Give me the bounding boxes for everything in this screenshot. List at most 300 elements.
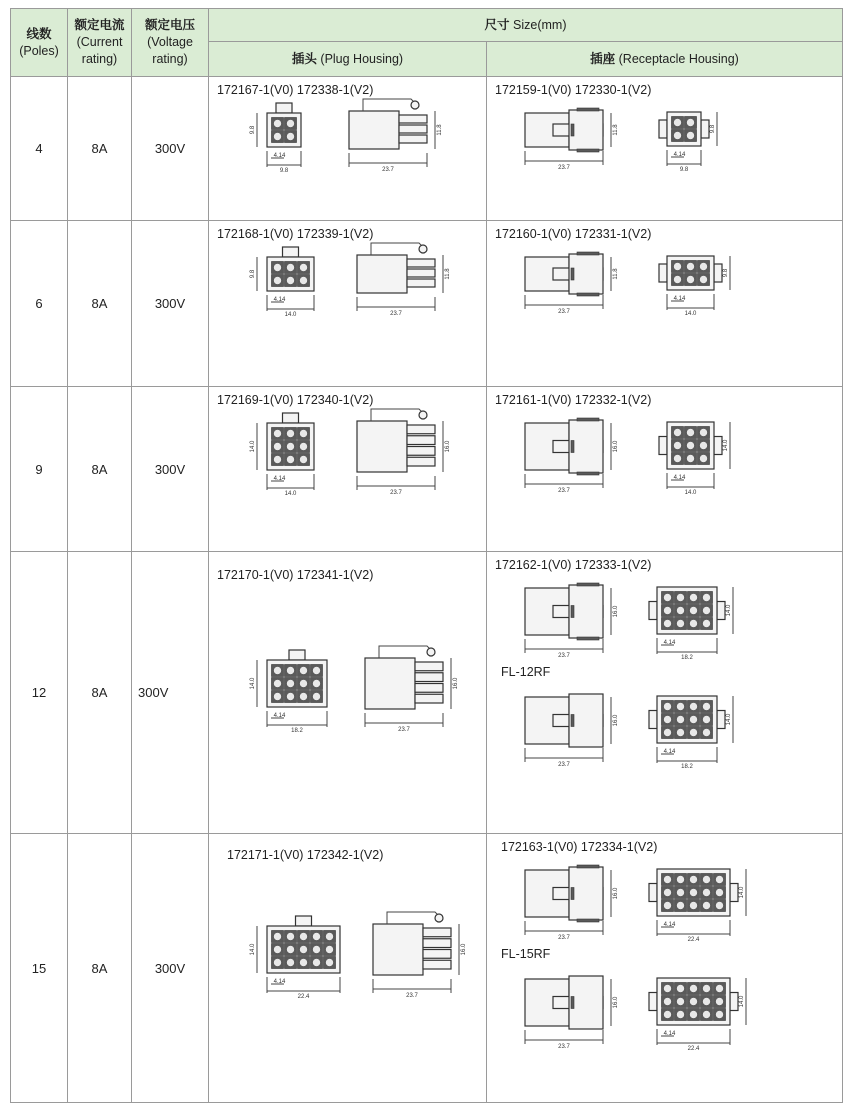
connector-drawing xyxy=(209,241,487,319)
poles-header-cn: 线数 xyxy=(26,26,52,41)
plug-drawing xyxy=(209,910,486,1001)
side-rail xyxy=(649,993,657,1011)
plug-part-numbers: 172171-1(V0) 172342-1(V2) xyxy=(227,848,384,862)
pitch-dim-label: 4.14 xyxy=(663,749,676,755)
height-dim-label: 14.0 xyxy=(723,439,729,452)
pitch-dim-label: 4.14 xyxy=(663,1031,676,1037)
contact-hole xyxy=(674,276,682,284)
front-view xyxy=(649,978,746,1052)
contact-hole xyxy=(674,455,682,463)
height-dim-label: 14.0 xyxy=(250,440,256,453)
contact-hole xyxy=(300,667,308,675)
side-rail xyxy=(659,264,667,282)
latch-slot xyxy=(571,888,574,900)
contact-hole xyxy=(287,430,295,438)
contact-hole xyxy=(300,959,308,967)
receptacle-cell xyxy=(487,552,843,834)
latch-tab xyxy=(296,916,312,926)
contact-hole xyxy=(300,456,308,464)
contact-hole xyxy=(664,876,672,884)
side-rail xyxy=(701,120,709,138)
pitch-dim-label: 4.14 xyxy=(663,922,676,928)
contact-hole xyxy=(274,933,282,941)
contact-hole xyxy=(677,716,685,724)
contact-hole xyxy=(664,998,672,1006)
current-cell: 8A xyxy=(68,552,132,834)
side-height-dim-label: 11.8 xyxy=(437,124,443,136)
contact-hole xyxy=(287,667,295,675)
length-dim-label: 23.7 xyxy=(558,762,570,768)
contact-hole xyxy=(677,998,685,1006)
length-dim-label: 23.7 xyxy=(558,653,570,659)
contact-hole xyxy=(716,998,724,1006)
contact-hole xyxy=(274,430,282,438)
receptacle-variant-label: FL-12RF xyxy=(501,665,551,679)
side-rail xyxy=(649,711,657,729)
length-dim-label: 23.7 xyxy=(406,993,418,999)
plug-part-numbers: 172168-1(V0) 172339-1(V2) xyxy=(217,227,374,241)
latch-tab xyxy=(283,247,299,257)
contact-hole xyxy=(690,716,698,724)
plug-drawing xyxy=(209,97,486,175)
width-dim-label: 22.4 xyxy=(297,994,310,1000)
length-dim-label: 23.7 xyxy=(382,167,394,173)
contact-hole xyxy=(300,443,308,451)
pitch-dim-label: 4.14 xyxy=(273,476,286,482)
receptacle-header-cn: 插座 xyxy=(590,51,616,66)
width-dim-label: 14.0 xyxy=(284,312,297,318)
flange-bottom xyxy=(577,472,599,475)
pin-tail xyxy=(423,960,451,969)
front-view xyxy=(250,413,314,497)
connector-drawing xyxy=(487,572,843,663)
contact-hole xyxy=(687,263,695,271)
voltage-cell: 300V xyxy=(132,221,209,387)
length-dim-label: 23.7 xyxy=(390,490,402,496)
side-rail xyxy=(649,884,657,902)
flange-top xyxy=(577,418,599,421)
poles-header xyxy=(11,9,68,77)
pin-tail xyxy=(423,928,451,937)
contact-hole xyxy=(664,716,672,724)
contact-hole xyxy=(300,946,308,954)
receptacle-part-numbers: 172160-1(V0) 172331-1(V2) xyxy=(495,227,652,241)
connector-drawing xyxy=(209,97,487,175)
plug-part-numbers: 172169-1(V0) 172340-1(V2) xyxy=(217,393,374,407)
pitch-dim-label: 4.14 xyxy=(673,475,686,481)
side-height-dim-label: 16.0 xyxy=(453,677,459,690)
contact-hole xyxy=(287,443,295,451)
receptacle-drawing xyxy=(487,241,842,319)
contact-hole xyxy=(674,442,682,450)
contact-hole xyxy=(274,693,282,701)
side-rail xyxy=(649,602,657,620)
plug-drawing xyxy=(209,644,486,735)
connector-drawing xyxy=(209,407,487,498)
contact-hole xyxy=(287,693,295,701)
side-view xyxy=(357,243,451,317)
side-height-dim-label: 16.0 xyxy=(461,943,467,956)
latch-slot xyxy=(571,997,574,1009)
contact-hole xyxy=(664,607,672,615)
side-rail xyxy=(714,437,722,455)
height-dim-label: 14.0 xyxy=(726,604,732,617)
plug-drawing xyxy=(209,241,486,319)
contact-hole xyxy=(677,985,685,993)
pin-tail xyxy=(399,135,427,143)
pin-tail xyxy=(407,436,435,445)
contact-hole xyxy=(300,693,308,701)
receptacle-cell xyxy=(487,221,843,387)
contact-hole xyxy=(664,594,672,602)
plug-drawing xyxy=(209,407,486,498)
width-dim-label: 14.0 xyxy=(284,491,297,497)
voltage-header-en1: (Voltage xyxy=(147,35,193,49)
size-header-en: Size(mm) xyxy=(513,17,567,32)
contact-hole xyxy=(687,132,695,140)
contact-hole xyxy=(287,264,295,272)
table-row xyxy=(11,221,843,387)
latch-slot xyxy=(571,124,574,136)
plug-header-cn: 插头 xyxy=(291,51,317,66)
latch-slot xyxy=(571,606,574,618)
contact-hole xyxy=(690,876,698,884)
contact-hole xyxy=(687,276,695,284)
contact-hole xyxy=(274,120,282,128)
contact-hole xyxy=(703,998,711,1006)
poles-cell: 15 xyxy=(11,834,68,1103)
plug-body xyxy=(349,111,399,149)
side-rail xyxy=(714,264,722,282)
latch-slot xyxy=(571,441,574,453)
contact-hole xyxy=(690,985,698,993)
side-view xyxy=(365,646,459,733)
contact-hole xyxy=(664,985,672,993)
front-view xyxy=(659,256,730,317)
side-height-dim-label: 11.8 xyxy=(445,268,451,280)
contact-hole xyxy=(274,264,282,272)
side-view xyxy=(525,583,619,659)
width-dim-label: 18.2 xyxy=(681,655,693,661)
contact-hole xyxy=(313,946,321,954)
receptacle-part-numbers: 172159-1(V0) 172330-1(V2) xyxy=(495,83,652,97)
side-height-dim-label: 11.8 xyxy=(613,268,619,280)
contact-hole xyxy=(690,620,698,628)
contact-hole xyxy=(274,959,282,967)
receptacle-header xyxy=(487,42,843,77)
table-row xyxy=(11,552,843,834)
latch-tab xyxy=(276,103,292,113)
side-view xyxy=(357,409,451,496)
height-dim-label: 9.8 xyxy=(723,268,729,278)
flange-bottom xyxy=(577,149,599,152)
contact-hole xyxy=(716,876,724,884)
contact-hole xyxy=(677,594,685,602)
current-header-en1: (Current xyxy=(76,35,123,49)
contact-hole xyxy=(716,985,724,993)
length-dim-label: 23.7 xyxy=(558,165,570,171)
contact-hole xyxy=(274,133,282,141)
connector-spec-table xyxy=(10,8,843,1103)
pin-tail xyxy=(407,269,435,277)
receptacle-variant-drawing xyxy=(487,963,842,1054)
side-height-dim-label: 16.0 xyxy=(613,440,619,453)
connector-drawing xyxy=(487,241,843,319)
contact-hole xyxy=(690,703,698,711)
width-dim-label: 18.2 xyxy=(291,728,303,734)
height-dim-label: 14.0 xyxy=(739,886,745,899)
plug-body xyxy=(365,658,415,709)
contact-hole xyxy=(703,729,711,737)
voltage-cell: 300V xyxy=(132,552,209,834)
pitch-dim-label: 4.14 xyxy=(273,713,286,719)
width-dim-label: 9.8 xyxy=(279,168,289,174)
table-row xyxy=(11,834,843,1103)
contact-hole xyxy=(703,876,711,884)
contact-hole xyxy=(287,120,295,128)
flange-top xyxy=(577,583,599,586)
contact-hole xyxy=(287,680,295,688)
contact-hole xyxy=(677,620,685,628)
flange-bottom xyxy=(577,637,599,640)
contact-hole xyxy=(677,889,685,897)
receptacle-cell xyxy=(487,387,843,552)
pin-tail xyxy=(415,673,443,682)
contact-hole xyxy=(274,667,282,675)
current-cell: 8A xyxy=(68,77,132,221)
side-height-dim-label: 16.0 xyxy=(613,996,619,1009)
contact-hole xyxy=(700,276,708,284)
contact-hole xyxy=(677,1011,685,1019)
height-dim-label: 9.8 xyxy=(710,124,716,134)
side-view xyxy=(525,418,619,494)
plug-cell xyxy=(209,552,487,834)
size-header xyxy=(209,9,843,42)
flange-top xyxy=(577,865,599,868)
size-header-cn: 尺寸 xyxy=(484,17,510,32)
plug-header-en: (Plug Housing) xyxy=(320,51,404,66)
side-rail xyxy=(730,993,738,1011)
latch-tab xyxy=(289,650,305,660)
front-view xyxy=(659,422,730,496)
plug-cell xyxy=(209,387,487,552)
voltage-header-en2: rating) xyxy=(152,52,188,66)
contact-hole xyxy=(313,667,321,675)
contact-hole xyxy=(664,902,672,910)
receptacle-drawing xyxy=(487,407,842,498)
contact-hole xyxy=(690,998,698,1006)
contact-hole xyxy=(300,277,308,285)
front-view xyxy=(250,916,340,1000)
contact-hole xyxy=(687,442,695,450)
width-dim-label: 22.4 xyxy=(687,1046,700,1052)
current-cell: 8A xyxy=(68,834,132,1103)
pitch-dim-label: 4.14 xyxy=(663,640,676,646)
contact-hole xyxy=(674,429,682,437)
contact-hole xyxy=(274,946,282,954)
contact-hole xyxy=(313,933,321,941)
front-view xyxy=(649,587,733,661)
width-dim-label: 22.4 xyxy=(687,937,700,943)
side-height-dim-label: 16.0 xyxy=(613,887,619,900)
height-dim-label: 14.0 xyxy=(250,677,256,690)
width-dim-label: 18.2 xyxy=(681,764,693,770)
front-view xyxy=(649,696,733,770)
contact-hole xyxy=(274,443,282,451)
pin-tail xyxy=(407,279,435,287)
flange-bottom xyxy=(577,293,599,296)
latch-slot xyxy=(571,268,574,280)
contact-hole xyxy=(700,442,708,450)
current-cell: 8A xyxy=(68,387,132,552)
contact-hole xyxy=(674,119,682,127)
contact-hole xyxy=(313,693,321,701)
pin-tail xyxy=(407,259,435,267)
side-view xyxy=(525,976,619,1050)
contact-hole xyxy=(274,456,282,464)
length-dim-label: 23.7 xyxy=(398,727,410,733)
poles-cell: 6 xyxy=(11,221,68,387)
table-row xyxy=(11,77,843,221)
length-dim-label: 23.7 xyxy=(390,311,402,317)
pin-tail xyxy=(423,950,451,959)
front-view xyxy=(250,103,301,174)
contact-hole xyxy=(703,889,711,897)
contact-hole xyxy=(703,594,711,602)
poles-cell: 4 xyxy=(11,77,68,221)
front-view xyxy=(250,247,314,318)
receptacle-drawing xyxy=(487,854,842,945)
latch-hook xyxy=(419,245,427,253)
height-dim-label: 14.0 xyxy=(250,943,256,956)
height-dim-label: 14.0 xyxy=(739,995,745,1008)
plug-body xyxy=(357,255,407,293)
contact-hole xyxy=(326,946,334,954)
contact-hole xyxy=(677,876,685,884)
plug-cell xyxy=(209,221,487,387)
front-view xyxy=(250,650,327,734)
pin-tail xyxy=(415,694,443,703)
contact-hole xyxy=(664,703,672,711)
side-view xyxy=(525,108,619,171)
pin-tail xyxy=(399,115,427,123)
contact-hole xyxy=(674,132,682,140)
height-dim-label: 9.8 xyxy=(250,269,256,279)
connector-drawing xyxy=(487,681,843,772)
side-view xyxy=(525,252,619,315)
contact-hole xyxy=(313,959,321,967)
side-rail xyxy=(659,120,667,138)
receptacle-header-en: (Receptacle Housing) xyxy=(618,51,739,66)
voltage-header-cn: 额定电压 xyxy=(144,18,195,32)
current-header-cn: 额定电流 xyxy=(74,18,125,32)
contact-hole xyxy=(274,277,282,285)
connector-drawing xyxy=(209,910,487,1001)
length-dim-label: 23.7 xyxy=(558,1044,570,1050)
flange-top xyxy=(577,252,599,255)
contact-hole xyxy=(690,902,698,910)
pitch-dim-label: 4.14 xyxy=(673,152,686,158)
contact-hole xyxy=(700,429,708,437)
side-height-dim-label: 16.0 xyxy=(613,714,619,727)
contact-hole xyxy=(703,703,711,711)
contact-hole xyxy=(703,1011,711,1019)
contact-hole xyxy=(677,607,685,615)
plug-cell xyxy=(209,834,487,1103)
contact-hole xyxy=(687,455,695,463)
plug-header xyxy=(209,42,487,77)
receptacle-cell xyxy=(487,834,843,1103)
contact-hole xyxy=(300,430,308,438)
plug-body xyxy=(373,924,423,975)
current-header-en2: rating) xyxy=(81,52,118,66)
contact-hole xyxy=(677,703,685,711)
contact-hole xyxy=(687,429,695,437)
pin-tail xyxy=(415,662,443,671)
length-dim-label: 23.7 xyxy=(558,488,570,494)
contact-hole xyxy=(690,607,698,615)
contact-hole xyxy=(716,1011,724,1019)
contact-hole xyxy=(287,933,295,941)
contact-hole xyxy=(287,277,295,285)
latch-tab xyxy=(283,413,299,423)
table-row xyxy=(11,387,843,552)
poles-cell: 12 xyxy=(11,552,68,834)
pin-tail xyxy=(423,939,451,948)
connector-drawing xyxy=(487,854,843,945)
side-height-dim-label: 11.8 xyxy=(613,124,619,136)
side-rail xyxy=(717,602,725,620)
contact-hole xyxy=(300,264,308,272)
contact-hole xyxy=(716,902,724,910)
poles-cell: 9 xyxy=(11,387,68,552)
current-cell: 8A xyxy=(68,221,132,387)
receptacle-part-numbers: 172161-1(V0) 172332-1(V2) xyxy=(495,393,652,407)
contact-hole xyxy=(716,889,724,897)
width-dim-label: 9.8 xyxy=(679,167,689,173)
contact-hole xyxy=(690,729,698,737)
side-height-dim-label: 16.0 xyxy=(445,440,451,453)
side-view xyxy=(349,99,443,173)
flange-bottom xyxy=(577,919,599,922)
side-view xyxy=(525,694,619,768)
poles-header-en: (Poles) xyxy=(19,43,59,58)
contact-hole xyxy=(703,607,711,615)
contact-hole xyxy=(300,933,308,941)
contact-hole xyxy=(664,729,672,737)
contact-hole xyxy=(287,456,295,464)
contact-hole xyxy=(703,716,711,724)
contact-hole xyxy=(700,263,708,271)
side-height-dim-label: 16.0 xyxy=(613,605,619,618)
pin-tail xyxy=(415,684,443,693)
voltage-header xyxy=(132,9,209,77)
front-view xyxy=(649,869,746,943)
latch-hook xyxy=(419,411,427,419)
voltage-cell: 300V xyxy=(132,77,209,221)
receptacle-drawing xyxy=(487,572,842,663)
contact-hole xyxy=(703,902,711,910)
receptacle-variant-label: FL-15RF xyxy=(501,947,551,961)
receptacle-cell xyxy=(487,77,843,221)
pitch-dim-label: 4.14 xyxy=(273,979,286,985)
contact-hole xyxy=(677,729,685,737)
contact-hole xyxy=(287,946,295,954)
contact-hole xyxy=(677,902,685,910)
contact-hole xyxy=(703,985,711,993)
plug-part-numbers: 172170-1(V0) 172341-1(V2) xyxy=(217,568,374,582)
length-dim-label: 23.7 xyxy=(558,935,570,941)
